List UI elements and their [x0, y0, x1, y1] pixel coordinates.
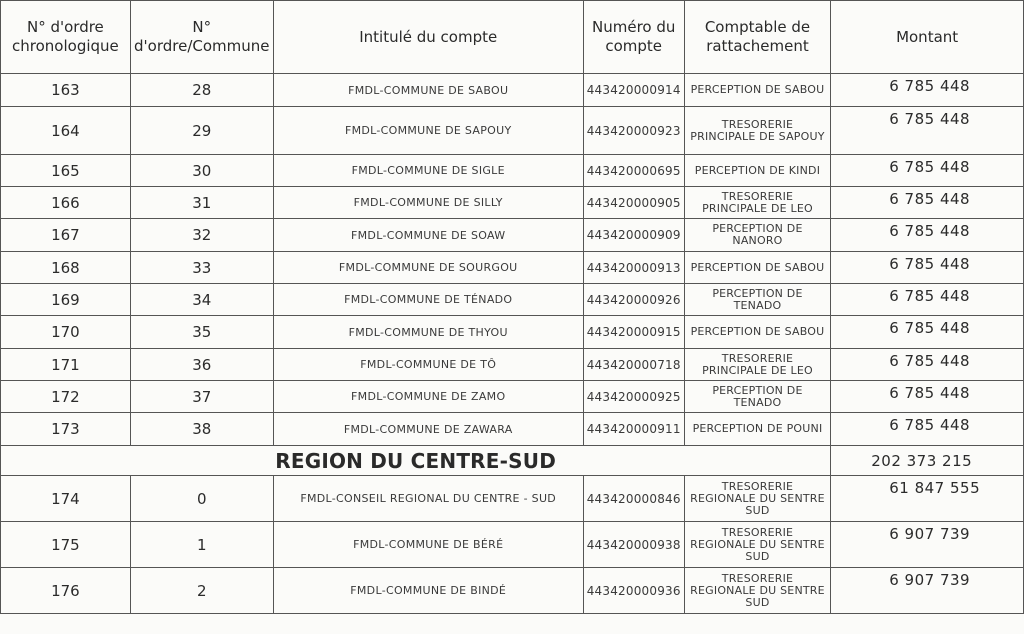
cell-ordre-chronologique: 173 [1, 413, 131, 446]
cell-numero: 443420000915 [583, 316, 684, 349]
cell-montant: 6 785 448 [831, 284, 1024, 316]
cell-montant: 6 785 448 [831, 187, 1024, 219]
table-row [1, 349, 1024, 381]
cell-comptable: TRESORERIE REGIONALE DU SENTRE SUD [684, 476, 831, 522]
cell-montant: 6 785 448 [831, 413, 1024, 446]
cell-numero: 443420000923 [583, 107, 684, 155]
cell-ordre-commune: 0 [130, 476, 273, 522]
cell-ordre-commune: 33 [130, 252, 273, 284]
cell-ordre-chronologique: 167 [1, 219, 131, 252]
cell-ordre-commune: 1 [130, 522, 273, 568]
cell-comptable: PERCEPTION DE POUNI [684, 413, 831, 446]
table-row [1, 316, 1024, 349]
table-row [1, 155, 1024, 187]
cell-intitule: FMDL-COMMUNE DE SABOU [273, 74, 583, 107]
cell-montant: 6 785 448 [831, 219, 1024, 252]
cell-ordre-chronologique: 170 [1, 316, 131, 349]
cell-comptable: TRESORERIE PRINCIPALE DE SAPOUY [684, 107, 831, 155]
table-row [1, 219, 1024, 252]
header-numero: Numéro du compte [583, 1, 684, 74]
cell-ordre-commune: 28 [130, 74, 273, 107]
cell-intitule: FMDL-COMMUNE DE SOAW [273, 219, 583, 252]
cell-numero: 443420000911 [583, 413, 684, 446]
cell-ordre-commune: 31 [130, 187, 273, 219]
table-row [1, 107, 1024, 155]
table-row [1, 187, 1024, 219]
cell-ordre-chronologique: 168 [1, 252, 131, 284]
cell-ordre-chronologique: 176 [1, 568, 131, 614]
cell-ordre-commune: 30 [130, 155, 273, 187]
cell-montant: 6 785 448 [831, 155, 1024, 187]
table-row [1, 522, 1024, 568]
cell-comptable: PERCEPTION DE TENADO [684, 381, 831, 413]
cell-ordre-chronologique: 175 [1, 522, 131, 568]
cell-ordre-commune: 34 [130, 284, 273, 316]
cell-comptable: PERCEPTION DE TENADO [684, 284, 831, 316]
cell-numero: 443420000914 [583, 74, 684, 107]
region-total: 202 373 215 [831, 446, 1024, 476]
cell-numero: 443420000936 [583, 568, 684, 614]
table-row [1, 476, 1024, 522]
cell-comptable: TRESORERIE PRINCIPALE DE LEO [684, 187, 831, 219]
cell-ordre-commune: 37 [130, 381, 273, 413]
cell-intitule: FMDL-COMMUNE DE BINDÉ [273, 568, 583, 614]
region-row [1, 446, 1024, 476]
table-row [1, 568, 1024, 614]
table-row [1, 381, 1024, 413]
cell-montant: 6 785 448 [831, 381, 1024, 413]
cell-intitule: FMDL-COMMUNE DE ZAWARA [273, 413, 583, 446]
cell-ordre-commune: 2 [130, 568, 273, 614]
header-ordre-commune: N° d'ordre/Commune [130, 1, 273, 74]
cell-montant: 61 847 555 [831, 476, 1024, 522]
cell-ordre-chronologique: 166 [1, 187, 131, 219]
cell-montant: 6 785 448 [831, 74, 1024, 107]
cell-ordre-chronologique: 171 [1, 349, 131, 381]
header-comptable: Comptable de rattachement [684, 1, 831, 74]
cell-intitule: FMDL-COMMUNE DE SILLY [273, 187, 583, 219]
cell-numero: 443420000909 [583, 219, 684, 252]
cell-intitule: FMDL-COMMUNE DE SAPOUY [273, 107, 583, 155]
cell-intitule: FMDL-COMMUNE DE BÉRÉ [273, 522, 583, 568]
cell-ordre-chronologique: 163 [1, 74, 131, 107]
cell-numero: 443420000718 [583, 349, 684, 381]
table-header-row [1, 1, 1024, 74]
cell-ordre-commune: 32 [130, 219, 273, 252]
cell-ordre-chronologique: 174 [1, 476, 131, 522]
cell-montant: 6 907 739 [831, 522, 1024, 568]
cell-ordre-chronologique: 172 [1, 381, 131, 413]
table-row [1, 284, 1024, 316]
cell-comptable: PERCEPTION DE NANORO [684, 219, 831, 252]
cell-comptable: PERCEPTION DE SABOU [684, 74, 831, 107]
cell-numero: 443420000905 [583, 187, 684, 219]
cell-montant: 6 785 448 [831, 316, 1024, 349]
cell-numero: 443420000926 [583, 284, 684, 316]
cell-ordre-chronologique: 164 [1, 107, 131, 155]
cell-numero: 443420000925 [583, 381, 684, 413]
cell-intitule: FMDL-COMMUNE DE THYOU [273, 316, 583, 349]
region-name: REGION DU CENTRE-SUD [1, 446, 831, 476]
table-row [1, 252, 1024, 284]
cell-montant: 6 785 448 [831, 349, 1024, 381]
cell-comptable: TRESORERIE REGIONALE DU SENTRE SUD [684, 568, 831, 614]
header-montant: Montant [831, 1, 1024, 74]
cell-ordre-commune: 36 [130, 349, 273, 381]
header-ordre-chronologique: N° d'ordre chronologique [1, 1, 131, 74]
cell-intitule: FMDL-CONSEIL REGIONAL DU CENTRE - SUD [273, 476, 583, 522]
cell-numero: 443420000913 [583, 252, 684, 284]
cell-numero: 443420000846 [583, 476, 684, 522]
cell-numero: 443420000695 [583, 155, 684, 187]
cell-ordre-commune: 29 [130, 107, 273, 155]
cell-ordre-chronologique: 169 [1, 284, 131, 316]
cell-intitule: FMDL-COMMUNE DE TÉNADO [273, 284, 583, 316]
cell-intitule: FMDL-COMMUNE DE ZAMO [273, 381, 583, 413]
cell-intitule: FMDL-COMMUNE DE SIGLE [273, 155, 583, 187]
cell-comptable: PERCEPTION DE SABOU [684, 316, 831, 349]
cell-comptable: TRESORERIE REGIONALE DU SENTRE SUD [684, 522, 831, 568]
table-row [1, 74, 1024, 107]
cell-comptable: TRESORERIE PRINCIPALE DE LEO [684, 349, 831, 381]
header-intitule: Intitulé du compte [273, 1, 583, 74]
cell-montant: 6 785 448 [831, 107, 1024, 155]
cell-numero: 443420000938 [583, 522, 684, 568]
cell-montant: 6 907 739 [831, 568, 1024, 614]
cell-ordre-commune: 35 [130, 316, 273, 349]
cell-comptable: PERCEPTION DE SABOU [684, 252, 831, 284]
cell-comptable: PERCEPTION DE KINDI [684, 155, 831, 187]
cell-intitule: FMDL-COMMUNE DE TÔ [273, 349, 583, 381]
cell-ordre-commune: 38 [130, 413, 273, 446]
cell-ordre-chronologique: 165 [1, 155, 131, 187]
cell-intitule: FMDL-COMMUNE DE SOURGOU [273, 252, 583, 284]
cell-montant: 6 785 448 [831, 252, 1024, 284]
table-body [1, 74, 1024, 614]
table-row [1, 413, 1024, 446]
